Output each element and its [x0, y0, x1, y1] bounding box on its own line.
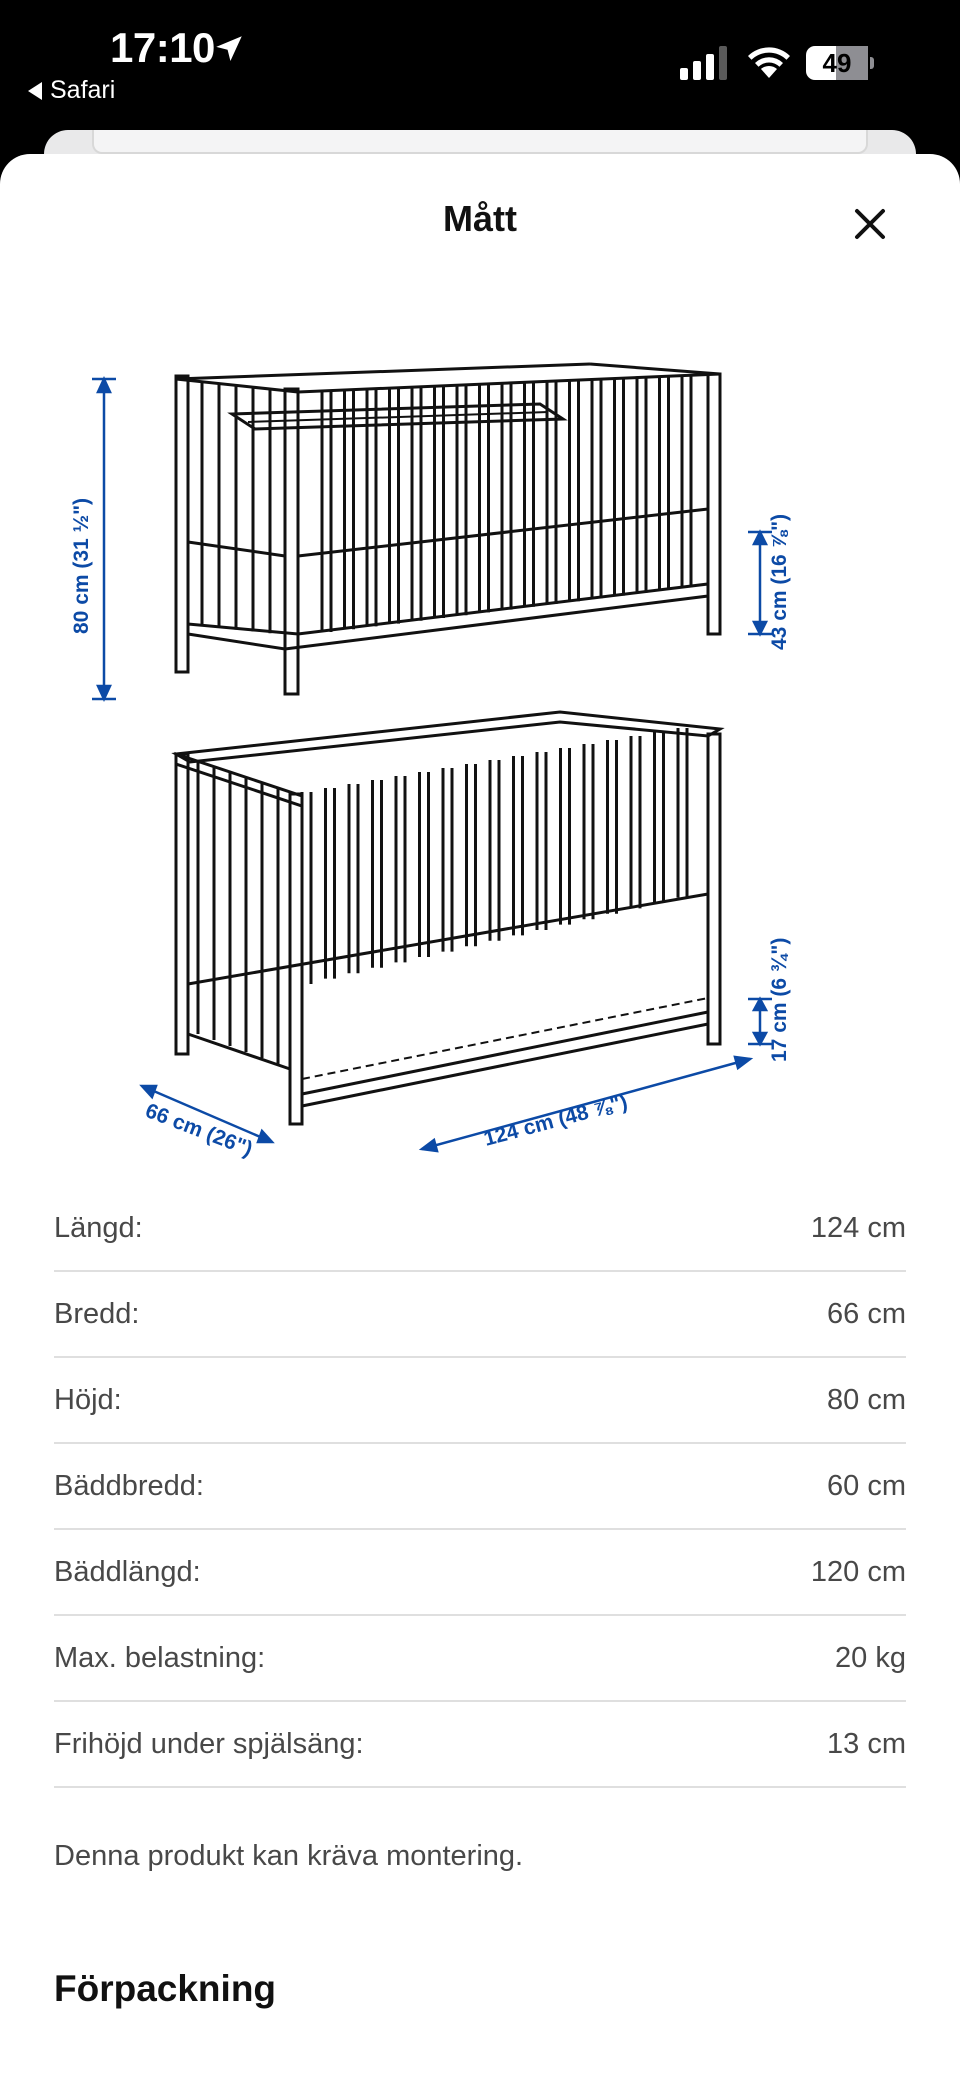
dim-bed-height-arrow-top	[754, 532, 766, 544]
dim-value: 80 cm	[827, 1383, 906, 1416]
dim-row-clearance	[54, 1702, 906, 1788]
dim-value: 60 cm	[827, 1469, 906, 1502]
close-icon	[853, 207, 887, 241]
label-clearance: 17 cm (6 ¾")	[768, 937, 791, 1062]
status-bar	[0, 0, 960, 130]
battery-cap	[870, 57, 874, 69]
crib2-mattress-line	[302, 998, 708, 1079]
dim-width-arrow-left	[142, 1086, 156, 1097]
packaging-heading: Förpackning	[54, 1968, 277, 2009]
back-to-app-button[interactable]	[28, 76, 115, 105]
back-triangle-icon	[28, 82, 42, 100]
dim-row-width	[54, 1272, 906, 1358]
dim-label: Längd:	[54, 1211, 143, 1244]
label-bed-height: 43 cm (16 ⅞")	[768, 513, 791, 650]
dim-row-bed-width	[54, 1444, 906, 1530]
assembly-note: Denna produkt kan kräva montering.	[54, 1840, 524, 1872]
dim-label: Bäddlängd:	[54, 1555, 201, 1588]
dim-clearance-arrow-bottom	[754, 1033, 766, 1044]
crib2-slats	[198, 728, 687, 1064]
dim-width-arrow-right	[258, 1131, 272, 1142]
dim-row-bed-length	[54, 1530, 906, 1616]
dim-label: Frihöjd under spjälsäng:	[54, 1727, 364, 1760]
sheet-title: Mått	[443, 198, 517, 239]
dim-value: 120 cm	[810, 1555, 906, 1588]
crib-illustration	[176, 364, 720, 1124]
crib2-leg-front-left	[176, 754, 188, 1054]
dim-bed-height-arrow-bottom	[754, 622, 766, 634]
dimensions-table	[54, 1186, 906, 1788]
background-page-input	[92, 130, 868, 154]
dim-clearance-arrow-top	[754, 999, 766, 1010]
label-length: 124 cm (48 ⅞")	[481, 1090, 630, 1151]
back-app-label: Safari	[50, 76, 116, 104]
dim-total-height-arrow-bottom	[98, 686, 110, 699]
dimensions-sheet	[0, 154, 960, 2081]
status-time: 17:10	[110, 24, 215, 71]
dim-label: Max. belastning:	[54, 1641, 266, 1674]
dim-length-arrow-left	[422, 1140, 437, 1151]
dim-total-height-arrow-top	[98, 379, 110, 392]
label-width: 66 cm (26")	[142, 1099, 256, 1162]
close-button[interactable]	[844, 198, 896, 250]
battery-level: 49	[822, 48, 852, 78]
dim-label: Bäddbredd:	[54, 1469, 204, 1502]
battery-indicator	[806, 46, 874, 80]
dim-row-max-load	[54, 1616, 906, 1702]
dim-row-length	[54, 1186, 906, 1272]
battery-body	[806, 46, 868, 80]
dim-value: 66 cm	[827, 1297, 906, 1330]
crib1-top-back	[176, 364, 590, 379]
dim-value: 124 cm	[810, 1211, 906, 1244]
dim-length-arrow-right	[735, 1057, 750, 1068]
dim-value: 20 kg	[835, 1641, 906, 1674]
location-arrow-icon	[212, 32, 246, 66]
crib2-side-rail	[302, 1012, 708, 1106]
crib1-top-side	[298, 374, 720, 392]
crib1-leg-front-left	[176, 376, 188, 672]
crib2-leg-back-right	[708, 734, 720, 1044]
crib2-front-rail	[176, 754, 302, 806]
crib1-bottom-rail	[188, 584, 708, 649]
crib2-leg-front-right	[290, 794, 302, 1124]
label-total-height: 80 cm (31 ½")	[70, 497, 93, 634]
crib1-leg-back-right	[708, 374, 720, 634]
wifi-icon	[746, 44, 792, 80]
crib2-floor-left	[188, 1034, 290, 1069]
cellular-signal-icon	[680, 46, 730, 80]
dim-label: Bredd:	[54, 1297, 140, 1330]
dim-row-height	[54, 1358, 906, 1444]
dim-label: Höjd:	[54, 1383, 122, 1416]
crib1-top-back-end	[590, 364, 720, 374]
dim-value: 13 cm	[827, 1727, 906, 1760]
crib2-top-back	[176, 712, 720, 762]
